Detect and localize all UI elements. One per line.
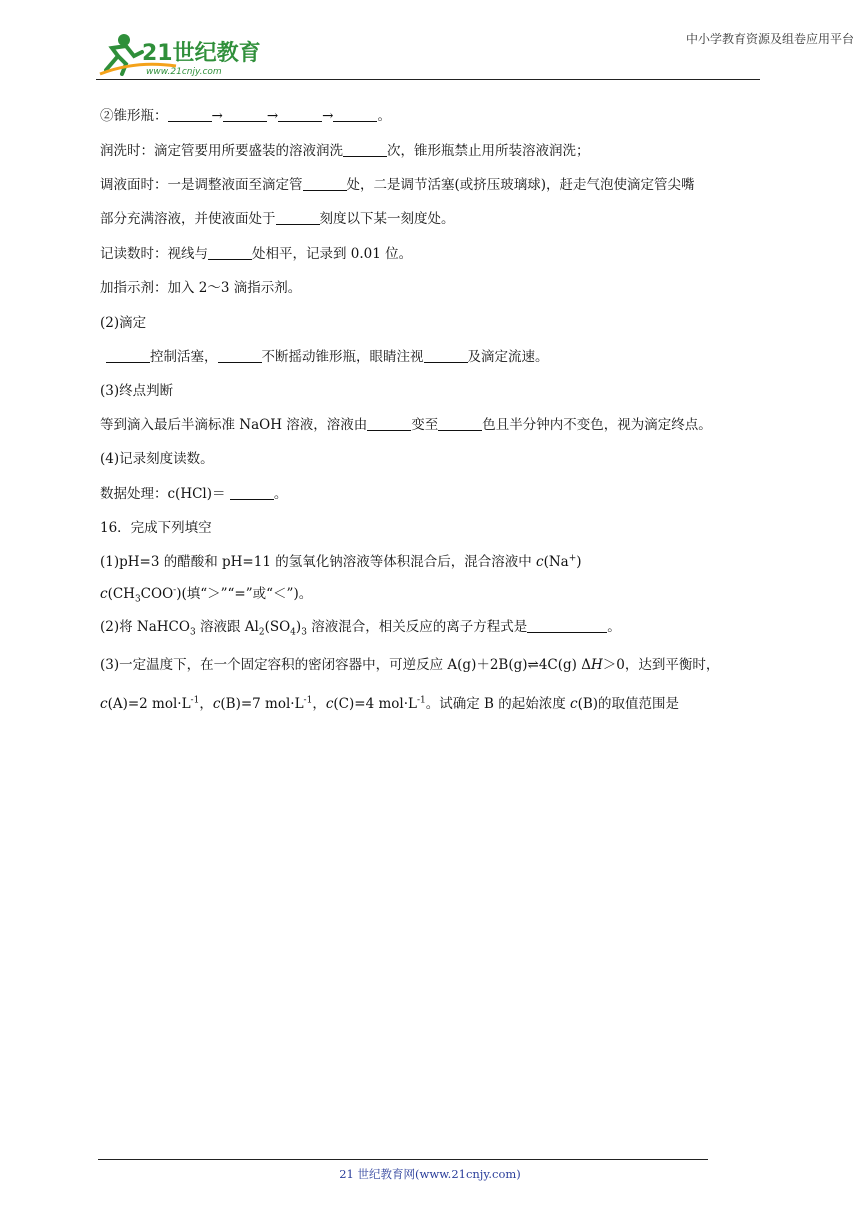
svg-text:www.21cnjy.com: www.21cnjy.com	[146, 67, 222, 77]
line-titration: 控制活塞， 不断摇动锥形瓶，眼睛注视 及滴定流速。	[106, 345, 549, 365]
line-adjust-level: 调液面时：一是调整液面至滴定管 处，二是调节活塞(或挤压玻璃球)，赶走气泡使滴定管尖嘴	[100, 177, 695, 193]
header-divider	[96, 79, 760, 80]
site-logo	[96, 30, 266, 78]
q16-part2: (2)将 NaHCO$_3$ 溶液跟 $Al_2(SO_4)_3$ 溶液混合，相关反应的离子方程式是 。	[100, 619, 621, 638]
section-record: (4)记录刻度读数。	[100, 451, 214, 467]
q16-part3-cont: c(A)=2 $mol\cdot L^{-1}$，c(B)=7 $mol\cdot L^{-1}$，c(C)=4 $mol\cdot L^{-1}$。试确定 B 的起始浓度 c(B)的取值范围是	[100, 695, 680, 712]
question-16-title: 16．完成下列填空	[100, 520, 212, 536]
platform-tagline: 中小学教育资源及组卷应用平台	[685, 32, 854, 46]
q16-part1-cont: $c(CH_3COO^-)$(填“＞”“=”或“＜”)。	[100, 585, 313, 605]
svg-text:21世纪教育: 21世纪教育	[142, 41, 261, 66]
section-endpoint: (3)终点判断	[100, 383, 174, 399]
line-burette-steps: ②锥形瓶： → → → 。	[100, 108, 391, 124]
footer-divider	[98, 1159, 708, 1160]
line-read: 记读数时：视线与 处相平，记录到 0.01 位。	[100, 246, 413, 262]
line-data: 数据处理：c(HCl)＝ 。	[100, 486, 288, 502]
line-rinse: 润洗时：滴定管要用所要盛装的溶液润洗 次，锥形瓶禁止用所装溶液润洗；	[100, 143, 590, 159]
page-header	[96, 30, 760, 78]
line-endpoint: 等到滴入最后半滴标准 NaOH 溶液，溶液由 变至 色且半分钟内不变色，视为滴定终点。	[100, 417, 712, 433]
line-adjust-level-2: 部分充满溶液，并使液面处于 刻度以下某一刻度处。	[100, 211, 455, 227]
footer-source[interactable]: 21 世纪教育网(www.21cnjy.com)	[339, 1167, 521, 1181]
line-indicator: 加指示剂：加入 2～3 滴指示剂。	[100, 280, 302, 296]
q16-part3: (3)一定温度下，在一个固定容积的密闭容器中，可逆反应 A(g)＋2B(g)⇌4C(g) ΔH＞0，达到平衡时，	[100, 657, 720, 673]
q16-part1: (1)pH=3 的醋酸和 pH=11 的氢氧化钠溶液等体积混合后，混合溶液中 c(Na+)	[100, 553, 582, 570]
section-titration: (2)滴定	[100, 315, 147, 331]
